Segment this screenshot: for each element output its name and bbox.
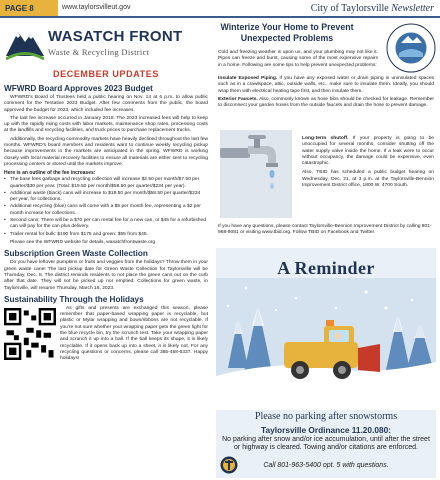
snow-reminder (216, 248, 436, 478)
december-updates-heading: DECEMBER UPDATES (53, 69, 159, 79)
call-line: Call 801-963-5400 opt. 5 with questions. (263, 462, 389, 469)
winterize-tips (218, 76, 434, 111)
winterize-column (212, 22, 438, 478)
tbid-seal-icon (386, 23, 436, 73)
ordinance-text: No parking after snow and/or ice accumulation, until after the street or highway is cleared. Towing and/or citations are enforced. (222, 436, 430, 452)
winterize-more-tips (302, 136, 434, 192)
fee-item: • Trailer rental for bulk: $190 from $175 and green: $55 from $45. (4, 232, 208, 238)
newsletter-title (311, 3, 434, 14)
holidays-heading: Sustainability Through the Holidays (4, 294, 144, 304)
tip-faucets (218, 97, 434, 110)
fee-outline-heading: Here is an outline of the fee increases: (4, 170, 96, 177)
website-note: Please see the WFWRD website for details, wasatchfrontwaste.org (10, 239, 156, 245)
site-url[interactable]: www.taylorsvilleut.gov (62, 4, 131, 11)
tbid-hearing: Also, TBID has scheduled a public budget hearing on Wednesday, Dec. 21, at 3 p.m. at the Taylorsville-Bennion Improvement District office, 1800 W. 4700 South. (302, 170, 434, 189)
winterize-heading: Winterize Your Home to Prevent Unexpected Problems (220, 22, 354, 43)
green-waste-paragraph: Do you have leftover pumpkins or fruits and veggies from the holidays? Throw them in your green waste cane! The last pickup date for Green Waste Collection for Taylorsville will be Thursday, Dec. 8. The district reminds residents to not place the green cans out on the curb after that date. They will not be picked up nor emptied. Collections for green waste, in Taylorsville, will resume Thursday, March 16, 2023. (4, 260, 208, 291)
page-number: PAGE 8 (0, 0, 58, 16)
budget-paragraph: WFWRD's Board of Trustees held a public hearing on Nov. 14 at 6 p.m. to allow public comment for the Tentative 2023 Budget. After few comments from the public, the board approved the budget for 2023, which included fee increases. (4, 95, 208, 113)
page-header (0, 0, 440, 18)
newsletter-suffix: Newsletter (391, 3, 434, 14)
wasatch-name: WASATCH FRONT (48, 28, 183, 45)
no-parking-headline: Please no parking after snowstorms (254, 411, 398, 422)
newsletter-city: City of Taylorsville (310, 3, 389, 14)
reminder-title: A Reminder (277, 258, 375, 278)
tip-heading: Insulate Exposed Piping. (218, 76, 278, 81)
fee-item: • Additional waste (black) cans will increase to $19.50 per month/$58.50 per quarter/$234 per year, for collections. (4, 191, 208, 204)
tip-text: If your property is going to be unoccupied for several months, consider shutting off the water supply valve inside the home. If a leak were to occur without occupancy, the damage could be expensive, even catastrophic. (302, 136, 435, 167)
tip-text: If you have any exposed water or drain piping in uninsulated spaces such as in a crawlspace, attic, outside walls, etc., make sure to insulate them. Ideally, you should wrap them with electrical heating tape first, and then insulate them. (218, 76, 434, 94)
tip-shutoff (302, 136, 434, 167)
green-waste-body (4, 260, 208, 291)
mountain-logo-icon (6, 26, 44, 60)
tip-insulate (218, 76, 434, 95)
budget-heading: WFWRD Board Approves 2023 Budget (4, 84, 153, 93)
faucet-icon (220, 130, 292, 218)
fee-item: • Additional recycling (blue) cans will come with a $5 per month fee, representing a $2 per month increase for collections. (4, 204, 208, 217)
budget-paragraph: Additionally, the recycling commodity markets have heavily declined throughout the last few months. WFWRD's board members and residents want to continue weekly recycling pickup because improvements in the markets are anticipated in the spring. WFWRD is working closely with local material recovery facilities to ensure all materials are either sent to recycling processing centers or stored until the markets improve. (4, 136, 208, 167)
tip-heading: Long-term shutoff. (302, 136, 349, 141)
wasatch-column (4, 22, 208, 478)
fee-list (4, 177, 208, 238)
holidays-paragraph: As gifts and presents are exchanged this season, please remember that paper-based wrapping paper is recyclable, but plastic or Mylar wrapping and bows/ribbons are not recyclable. If you're not sure whether your wrapping paper gets the green light for the blue recycle bin, try the scrunch test. Take your wrapping paper and scrunch it up into a ball. If the ball keeps its shape, it is likely recyclable. If it opens back up into a sheet, it is likely not. For any recycling questions or concerns, please call 385-468-6337. Happy holidays! (60, 305, 208, 362)
fee-item: • Second cans: There will be a $70 per can rental fee for a new can, or $45 for a refurbished can will pay for the can plus delivery. (4, 218, 208, 231)
budget-body (4, 95, 208, 168)
tbid-contact: If you have any questions, please contact Taylorsville-Bennion Improvement District by calling 801-968-9081 or visiting www.tbid.org. Follow TBID on Facebook and Twitter. (218, 224, 432, 236)
tip-heading: Exterior Faucets. (218, 96, 258, 102)
fee-item: • The base fees garbage and recycling collection will increase $2.50 per month/$7.50 per quarter/$30 per year. (Total: $19.50 per month/$58.50 per quarter/$234 per year). (4, 177, 208, 190)
ordinance-number: Taylorsville Ordinance 11.20.080: (261, 425, 391, 435)
green-waste-heading: Subscription Green Waste Collection (4, 249, 148, 259)
tip-text: Also, commonly known as hose bibs should be checked for leakage. Remember to disconnect your garden hoses from the outside faucets and drain the hose to prevent damage. (218, 96, 435, 109)
winterize-intro: Cold and freezing weather is upon us, and your plumbing may not like it. Pipes can freeze and burst, causing some of the most expensive repairs in a home. Following are some tips to help prevent unexpected problems: (218, 50, 378, 68)
qr-code-icon[interactable] (4, 308, 56, 360)
wasatch-subtitle: Waste & Recycling District (48, 47, 150, 57)
budget-paragraph: The last fee increase occurred in January 2018. The 2023 increased fees will help to keep up with the rapidly rising costs with labor markets, maintenance shop rates, processing costs at the landfills and recycling facilities, and truck prices to purchase replacement trucks. (4, 115, 208, 134)
wasatch-logo (4, 22, 208, 67)
holidays-body (4, 306, 208, 363)
